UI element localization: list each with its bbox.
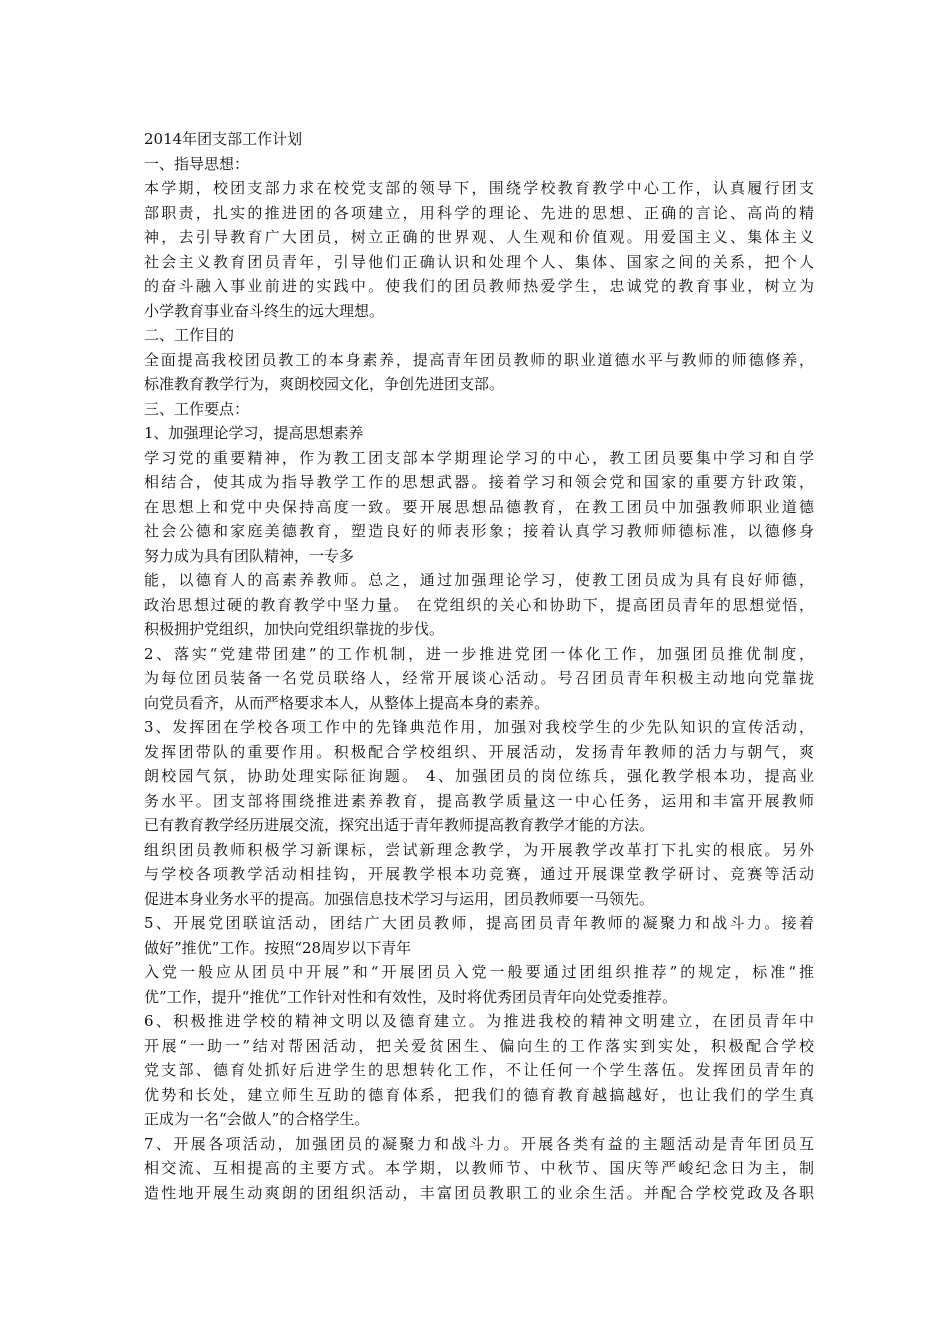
text-line: 7、开展各项活动，加强团员的凝聚力和战斗力。开展各类有益的主题活动是青年团员互 [144, 1134, 814, 1153]
text-line: 向党员看齐，从而严格要求本人，从整体上提高本身的素养。 [144, 693, 550, 712]
text-line: 朗校园气氛，协助处理实际征询题。 4、加强团员的岗位练兵，强化教学根本功，提高业 [144, 767, 814, 785]
text-line: 正成为一名“会做人”的合格学生。 [144, 1110, 370, 1128]
text-line: 5、开展党团联谊活动，团结广大团员教师，提高团员青年教师的凝聚力和战斗力。接着 [144, 914, 814, 932]
text-line: 2、落实“党建带团建”的工作机制，进一步推进党团一体化工作，加强团员推优制度， [144, 644, 814, 663]
text-line: 的奋斗融入事业前进的实践中。使我们的团员教师热爱学生，忠诚党的教育事业，树立为 [144, 277, 814, 295]
text-line: 6、积极推进学校的精神文明以及德育建立。为推进我校的精神文明建立，在团员青年中 [144, 1012, 814, 1030]
text-line: 1、加强理论学习，提高思想素养 [144, 424, 364, 442]
text-line: 政治思想过硬的教育教学中坚力量。 在党组织的关心和协助下，提高团员青年的思想觉悟， [144, 595, 814, 614]
text-line: 与学校各项教学活动相挂钩，开展教学根本功竞赛，通过开展课堂教学研讨、竞赛等活动 [144, 865, 814, 883]
text-line: 相结合，使其成为指导教学工作的思想武器。接着学习和领会党和国家的重要方针政策， [144, 473, 814, 491]
document-body [144, 127, 814, 1205]
text-line: 努力成为具有团队精神，一专多 [144, 546, 355, 565]
text-line: 神，去引导教育广大团员，树立正确的世界观、人生观和价值观。用爱国主义、集体主义 [144, 228, 814, 246]
text-line: 组织团员教师积极学习新课标，尝试新理念教学，为开展教学改革打下扎实的根底。另外 [144, 840, 814, 859]
text-line: 发挥团带队的重要作用。积极配合学校组织、开展活动，发扬青年教师的活力与朝气，爽 [144, 742, 814, 761]
text-line: 部职责，扎实的推进团的各项建立，用科学的理论、先进的思想、正确的言论、高尚的精 [144, 203, 814, 222]
text-line: 已有教育教学经历进展交流，探究出适于青年教师提高教育教学才能的方法。 [144, 816, 655, 834]
text-line: 入党一般应从团员中开展”和“开展团员入党一般要通过团组织推荐”的规定，标准“推 [144, 963, 814, 981]
text-line: 为每位团员装备一名党员联络人，经常开展谈心活动。号召团员青年积极主动地向党靠拢 [144, 669, 814, 687]
text-line: 促进本身业务水平的提高。加强信息技术学习与运用，团员教师要一马领先。 [144, 889, 655, 908]
text-line: 学习党的重要精神，作为教工团支部本学期理论学习的中心，教工团员要集中学习和自学 [144, 448, 814, 467]
text-line: 二、工作目的 [144, 326, 235, 344]
text-line: 能，以德育人的高素养教师。总之，通过加强理论学习，使教工团员成为具有良好师德， [144, 571, 814, 589]
text-line: 社会公德和家庭美德教育，塑造良好的师表形象；接着认真学习教师师德标准，以德修身 [144, 522, 814, 540]
text-line: 优势和长处，建立师生互助的德育体系，把我们的德育教育越搞越好，也让我们的学生真 [144, 1085, 814, 1104]
text-line: 做好”推优”工作。按照“28周岁以下青年 [144, 938, 412, 957]
text-line: 党支部、德育处抓好后进学生的思想转化工作，不让任何一个学生落伍。发挥团员青年的 [144, 1061, 814, 1079]
text-line: 小学教育事业奋斗终生的远大理想。 [144, 301, 385, 320]
text-line: 三、工作要点： [144, 399, 250, 418]
text-line: 积极拥护党组织，加快向党组织靠拢的步伐。 [144, 620, 445, 638]
text-line: 社会主义教育团员青年，引导他们正确认识和处理个人、集体、国家之间的关系，把个人 [144, 252, 814, 271]
text-line: 务水平。团支部将围绕推进素养教育，提高教学质量这一中心任务，运用和丰富开展教师 [144, 791, 814, 810]
text-line: 一、指导思想： [144, 154, 250, 173]
text-line: 相交流、互相提高的主要方式。本学期，以教师节、中秋节、国庆等严峻纪念日为主，制 [144, 1159, 814, 1177]
document-title: 2014年团支部工作计划 [144, 130, 303, 148]
text-line: 3、发挥团在学校各项工作中的先锋典范作用，加强对我校学生的少先队知识的宣传活动， [144, 718, 814, 736]
text-line: 造性地开展生动爽朗的团组织活动，丰富团员教职工的业余生活。并配合学校党政及各职 [144, 1183, 814, 1202]
text-line: 标准教育教学行为，爽朗校园文化，争创先进团支部。 [144, 375, 505, 393]
text-line: 全面提高我校团员教工的本身素养，提高青年团员教师的职业道德水平与教师的师德修养， [144, 350, 814, 369]
text-line: 优”工作，提升“推优”工作针对性和有效性，及时将优秀团员青年向处党委推荐。 [144, 987, 678, 1006]
text-line: 开展“一助一”结对帮困活动，把关爱贫困生、偏向生的工作落实到实处，积极配合学校 [144, 1036, 814, 1055]
text-line: 本学期，校团支部力求在校党支部的领导下，围绕学校教育教学中心工作，认真履行团支 [144, 179, 814, 197]
text-line: 在思想上和党中央保持高度一致。要开展思想品德教育，在教工团员中加强教师职业道德 [144, 497, 814, 516]
